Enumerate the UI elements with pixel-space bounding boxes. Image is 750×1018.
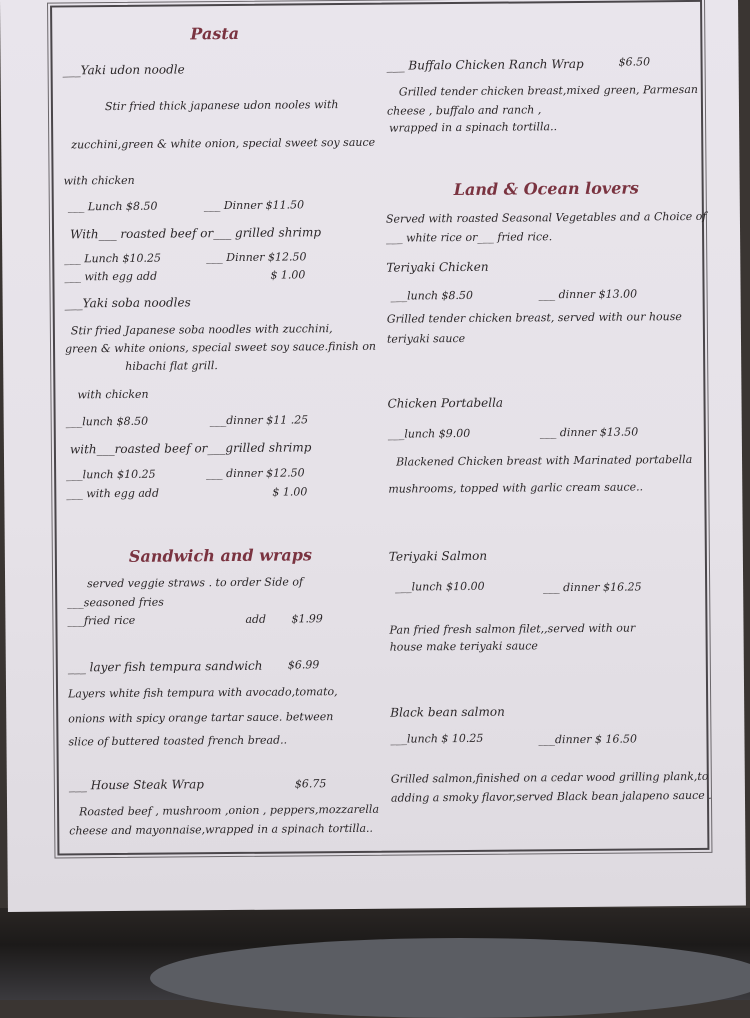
fish-tempura-price: $6.99 — [287, 658, 320, 672]
udon-dinner-price: ___ Dinner $11.50 — [203, 198, 305, 213]
buffalo-wrap-price: $6.50 — [618, 55, 651, 69]
teri-chicken-lunch: ___lunch $8.50 — [390, 288, 474, 303]
item-teriyaki-salmon: Teriyaki Salmon — [388, 548, 488, 564]
soba-with-beef-shrimp: with___roasted beef or___grilled shrimp — [69, 440, 312, 457]
udon-desc-2: zucchini,green & white onion, special sweet soy sauce — [71, 135, 376, 152]
shadow-blob — [150, 938, 750, 1018]
item-yaki-udon: ___Yaki udon noodle — [62, 62, 185, 78]
soba-egg-price: $ 1.00 — [272, 485, 308, 499]
udon-with-beef-shrimp: With___ roasted beef or___ grilled shrimp — [69, 225, 322, 242]
section-title-sandwich: Sandwich and wraps — [128, 545, 312, 566]
item-fish-tempura-sandwich: ___ layer fish tempura sandwich — [67, 658, 263, 675]
buffalo-desc-1: Grilled tender chicken breast,mixed green, Parmesan — [398, 82, 699, 99]
sandwich-side-intro: served veggie straws . to order Side of — [87, 575, 304, 591]
soba-lunch-price: ___lunch $8.50 — [65, 414, 149, 429]
side-add-price: $1.99 — [291, 612, 323, 626]
soba-lunch2-price: ___lunch $10.25 — [66, 467, 156, 482]
fish-desc-1: Layers white fish tempura with avocado,tomato, — [68, 685, 338, 701]
section-title-pasta: Pasta — [190, 23, 240, 44]
teri-salmon-dinner: ___ dinner $16.25 — [543, 580, 642, 595]
item-house-steak-wrap: ___ House Steak Wrap — [68, 777, 204, 793]
udon-with-chicken: with chicken — [63, 173, 135, 188]
teri-chicken-desc-2: teriyaki sauce — [386, 331, 466, 346]
teri-salmon-desc-2: house make teriyaki sauce — [389, 639, 538, 654]
buffalo-desc-3: wrapped in a spinach tortilla.. — [389, 120, 558, 135]
bb-salmon-desc-1: Grilled salmon,finished on a cedar wood grilling plank,to — [390, 769, 709, 786]
soba-dinner-price: ___dinner $11 .25 — [209, 413, 309, 428]
land-intro-2: ___ white rice or___ fried rice. — [386, 230, 553, 245]
item-buffalo-chicken-wrap: ___ Buffalo Chicken Ranch Wrap — [386, 56, 584, 73]
buffalo-desc-2: cheese , buffalo and ranch , — [386, 103, 542, 118]
udon-dinner2-price: ___ Dinner $12.50 — [206, 250, 307, 265]
steak-wrap-price: $6.75 — [294, 777, 327, 791]
bb-salmon-lunch: ___lunch $ 10.25 — [390, 731, 484, 746]
table-shadow — [0, 908, 750, 1000]
side-seasoned-fries: ___seasoned fries — [67, 595, 164, 610]
portabella-desc-2: mushrooms, topped with garlic cream sauce.. — [388, 480, 644, 496]
bb-salmon-desc-2: adding a smoky flavor,served Black bean jalapeno sauce . — [390, 788, 712, 805]
land-intro-1: Served with roasted Seasonal Vegetables and a Choice of — [385, 209, 707, 226]
teri-salmon-desc-1: Pan fried fresh salmon filet,,served with our — [389, 621, 636, 637]
teri-salmon-lunch: ___lunch $10.00 — [395, 579, 485, 594]
udon-lunch-price: ___ Lunch $8.50 — [67, 199, 158, 214]
soba-desc-1: Stir fried Japanese soba noodles with zucchini, — [70, 322, 333, 338]
teri-chicken-desc-1: Grilled tender chicken breast, served with our house — [386, 310, 682, 326]
udon-lunch2-price: ___ Lunch $10.25 — [64, 251, 162, 266]
item-yaki-soba: ___Yaki soba noodles — [64, 295, 191, 311]
portabella-dinner: ___ dinner $13.50 — [539, 425, 639, 440]
portabella-lunch: ___lunch $9.00 — [387, 426, 471, 441]
soba-with-chicken: with chicken — [77, 387, 149, 402]
portabella-desc-1: Blackened Chicken breast with Marinated portabella — [395, 452, 693, 469]
fish-desc-2: onions with spicy orange tartar sauce. between — [68, 710, 334, 726]
side-fried-rice: ___fried rice — [67, 613, 136, 628]
soba-egg-add: ___ with egg add — [66, 486, 160, 501]
udon-desc-1: Stir fried thick japanese udon nooles with — [104, 98, 339, 114]
teri-chicken-dinner: ___ dinner $13.00 — [538, 287, 638, 302]
udon-egg-price: $ 1.00 — [270, 268, 306, 282]
steak-desc-1: Roasted beef , mushroom ,onion , peppers,mozzarella — [79, 802, 380, 819]
soba-desc-2: green & white onions, special sweet soy sauce.finish on — [64, 339, 377, 356]
side-add-label: add — [245, 612, 267, 626]
bb-salmon-dinner: ___dinner $ 16.50 — [538, 732, 638, 747]
soba-dinner2-price: ___ dinner $12.50 — [206, 466, 305, 481]
steak-desc-2: cheese and mayonnaise,wrapped in a spinach tortilla.. — [69, 821, 374, 838]
item-chicken-portabella: Chicken Portabella — [387, 395, 504, 411]
fish-desc-3: slice of buttered toasted french bread.. — [68, 733, 288, 749]
soba-desc-3: hibachi flat grill. — [125, 359, 218, 373]
section-title-land-ocean: Land & Ocean lovers — [453, 178, 639, 200]
item-teriyaki-chicken: Teriyaki Chicken — [386, 259, 489, 275]
udon-egg-add: ___ with egg add — [64, 269, 158, 284]
item-black-bean-salmon: Black bean salmon — [390, 704, 505, 720]
